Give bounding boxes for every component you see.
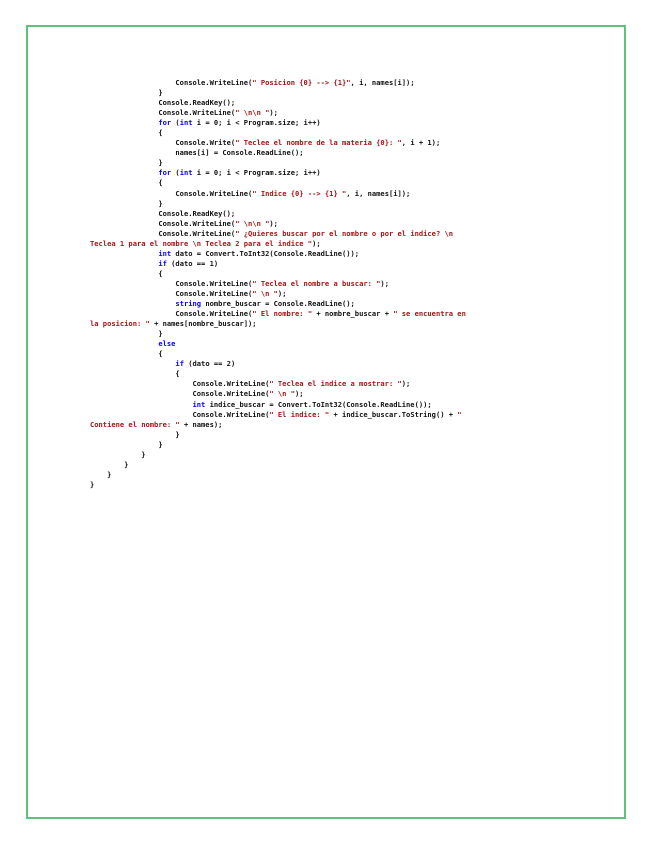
code-token: ); — [401, 379, 411, 389]
code-token: { — [90, 349, 163, 359]
code-line — [90, 128, 610, 138]
code-token: Console.WriteLine( — [90, 379, 270, 389]
code-line — [90, 440, 610, 450]
code-line — [90, 148, 610, 158]
code-token: ( — [171, 168, 180, 178]
code-token: } — [90, 439, 163, 449]
keyword-token: int — [158, 248, 172, 258]
keyword-token: string — [175, 299, 202, 309]
code-token: Console.WriteLine( — [90, 288, 253, 298]
string-token: Contiene el nombre: " — [90, 419, 180, 429]
code-token: Console.WriteLine( — [90, 108, 236, 118]
code-line — [90, 299, 610, 309]
code-token: } — [90, 469, 112, 479]
code-line — [90, 480, 610, 490]
code-line — [90, 98, 610, 108]
code-token — [90, 359, 175, 368]
code-token: + names[nombre_buscar]); — [149, 319, 257, 329]
code-line — [90, 329, 610, 339]
code-line — [90, 189, 610, 199]
string-token: " \n " — [252, 288, 278, 298]
code-line — [90, 279, 610, 289]
code-line — [90, 339, 610, 349]
string-token: " Teclee el nombre de la materia {0}: " — [235, 138, 402, 148]
code-line — [90, 249, 610, 259]
code-line — [90, 470, 610, 480]
code-token: (dato == 2) — [183, 359, 236, 369]
string-token: " \n " — [269, 389, 295, 399]
code-line — [90, 359, 610, 369]
code-line — [90, 239, 610, 249]
code-token: } — [90, 329, 163, 339]
code-token: } — [90, 198, 163, 208]
code-token: } — [90, 449, 146, 459]
code-token: Console.WriteLine( — [90, 228, 236, 238]
string-token: Teclea 1 para el nombre \n Teclea 2 para el indice " — [90, 238, 313, 248]
code-token: indice_buscar = Convert.ToInt32(Console.ReadLine()); — [205, 399, 432, 409]
code-token — [90, 339, 158, 348]
code-line — [90, 420, 610, 430]
code-token: ); — [380, 278, 389, 288]
code-token — [90, 249, 158, 258]
string-token: " ¿Quieres buscar por el nombre o por el indice? \n — [235, 228, 454, 238]
code-line — [90, 229, 610, 239]
code-token: } — [90, 479, 95, 489]
code-line — [90, 199, 610, 209]
code-token: } — [90, 459, 129, 469]
string-token: " El nombre: " — [252, 309, 313, 319]
code-line — [90, 168, 610, 178]
string-token: " se encuentra en — [393, 309, 466, 319]
code-token: i = 0; i < Program.size; i++) — [192, 168, 321, 178]
string-token: " Posicion {0} --> {1}" — [252, 78, 351, 87]
code-token: ); — [269, 218, 278, 228]
string-token: " Indice {0} --> {1} " — [252, 188, 347, 198]
code-line — [90, 319, 610, 329]
code-token: ); — [269, 108, 278, 118]
code-token: + names); — [179, 419, 223, 429]
code-line — [90, 108, 610, 118]
string-token: " \n\n " — [235, 218, 270, 228]
code-token: { — [90, 369, 180, 379]
code-token: } — [90, 429, 180, 439]
code-line — [90, 369, 610, 379]
code-token — [90, 168, 158, 177]
code-token: { — [90, 178, 163, 188]
code-line — [90, 88, 610, 98]
code-token: , i + 1); — [401, 138, 441, 148]
code-line — [90, 118, 610, 128]
code-token: } — [90, 88, 163, 98]
code-token — [90, 118, 158, 127]
keyword-token: int — [179, 118, 193, 128]
code-token: Console.WriteLine( — [90, 218, 236, 228]
keyword-token: if — [158, 258, 167, 268]
code-token: dato = Convert.ToInt32(Console.ReadLine()); — [171, 248, 360, 258]
code-line — [90, 209, 610, 219]
code-token: + nombre_buscar + — [312, 309, 394, 319]
code-line — [90, 379, 610, 389]
code-line — [90, 430, 610, 440]
code-line — [90, 389, 610, 399]
code-token: Console.WriteLine( — [90, 278, 253, 288]
code-token: Console.WriteLine( — [90, 409, 270, 419]
code-token: nombre_buscar = Console.ReadLine(); — [201, 299, 355, 309]
code-line — [90, 309, 610, 319]
code-line — [90, 349, 610, 359]
code-token: Console.WriteLine( — [90, 389, 270, 399]
code-token: Console.ReadKey(); — [90, 98, 236, 108]
string-token: " Teclea el nombre a buscar: " — [252, 278, 381, 288]
string-token: la posicion: " — [90, 319, 150, 329]
code-token: Console.Write( — [90, 138, 236, 148]
code-line — [90, 259, 610, 269]
code-token: , i, names[i]); — [346, 188, 411, 198]
code-token: ); — [277, 288, 287, 298]
code-token: Console.WriteLine( — [90, 188, 253, 198]
keyword-token: else — [158, 339, 176, 349]
code-token: , i, names[i]); — [350, 78, 415, 87]
keyword-token: int — [192, 399, 206, 409]
code-token: } — [90, 158, 163, 168]
keyword-token: int — [179, 168, 193, 178]
code-line — [90, 289, 610, 299]
code-token — [90, 299, 175, 308]
keyword-token: if — [175, 359, 184, 369]
code-line — [90, 450, 610, 460]
code-line — [90, 269, 610, 279]
code-token: Console.WriteLine( — [90, 309, 253, 319]
code-token: + indice_buscar.ToString() + — [329, 409, 458, 419]
code-token: Console.WriteLine( — [90, 78, 253, 87]
keyword-token: for — [158, 118, 172, 128]
code-line — [90, 400, 610, 410]
code-token: ( — [171, 118, 180, 128]
code-token: { — [90, 128, 163, 138]
code-line — [90, 158, 610, 168]
code-line — [90, 178, 610, 188]
code-token: ); — [312, 238, 321, 248]
code-line — [90, 410, 610, 420]
code-line — [90, 138, 610, 148]
code-token — [90, 400, 193, 409]
string-token: " — [457, 409, 462, 419]
code-token: Console.ReadKey(); — [90, 208, 236, 218]
code-line — [90, 219, 610, 229]
code-token: (dato == 1) — [166, 258, 219, 268]
code-token: i = 0; i < Program.size; i++) — [192, 118, 321, 128]
keyword-token: for — [158, 168, 172, 178]
string-token: " \n\n " — [235, 108, 270, 118]
string-token: " El indice: " — [269, 409, 330, 419]
code-line — [90, 460, 610, 470]
code-token: names[i] = Console.ReadLine(); — [90, 148, 304, 158]
code-token: ); — [295, 389, 304, 399]
string-token: " Teclea el indice a mostrar: " — [269, 379, 402, 389]
code-block — [90, 78, 610, 490]
code-token: { — [90, 268, 163, 278]
code-line — [90, 78, 610, 88]
code-token — [90, 259, 158, 268]
